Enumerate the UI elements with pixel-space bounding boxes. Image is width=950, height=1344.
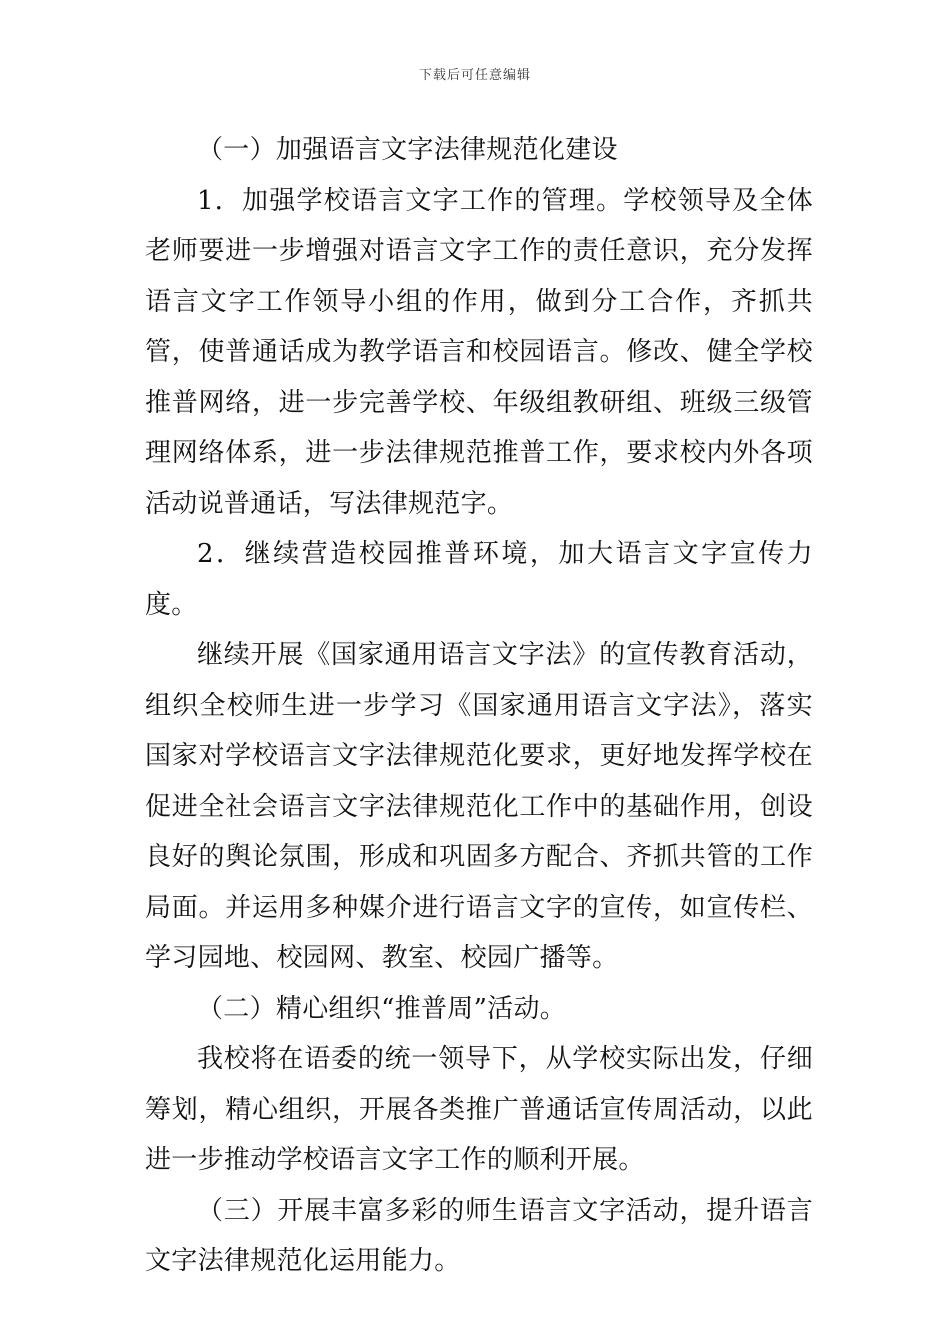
paragraph-item-1: 1．加强学校语言文字工作的管理。学校领导及全体老师要进一步增强对语言文字工作的责任意识，充分发挥语言文字工作领导小组的作用，做到分工合作，齐抓共管，使普通话成为教学语言和校园语言。修改、健全学校推普网络，进一步完善学校、年级组教研组、班级三级管理网络体系，进一步法律规范推普工作，要求校内外各项活动说普通话，写法律规范字。 bbox=[145, 185, 813, 519]
page-header: 下载后可任意编辑 bbox=[418, 68, 531, 83]
paragraph-publicity: 继续开展《国家通用语言文字法》的宣传教育活动，组织全校师生进一步学习《国家通用语言文字法》，落实国家对学校语言文字法律规范化要求，更好地发挥学校在促进全社会语言文字法律规范化工作中的基础作用，创设良好的舆论氛围，形成和巩固多方配合、齐抓共管的工作局面。并运用多种媒介进行语言文字的宣传，如宣传栏、学习园地、校园网、教室、校园广播等。 bbox=[145, 640, 813, 973]
section-heading-1: （一）加强语言文字法律规范化建设 bbox=[197, 135, 618, 165]
paragraph-promotion-week: 我校将在语委的统一领导下，从学校实际出发，仔细筹划，精心组织，开展各类推广普通话宣传周活动，以此进一步推动学校语言文字工作的顺利开展。 bbox=[145, 1044, 813, 1175]
document-body bbox=[145, 125, 813, 1287]
section-heading-3: （三）开展丰富多彩的师生语言文字活动，提升语言文字法律规范化运用能力。 bbox=[145, 1195, 813, 1276]
paragraph-item-2: 2．继续营造校园推普环境，加大语言文字宣传力度。 bbox=[145, 539, 813, 620]
section-heading-2: （二）精心组织“推普周”活动。 bbox=[197, 993, 567, 1024]
